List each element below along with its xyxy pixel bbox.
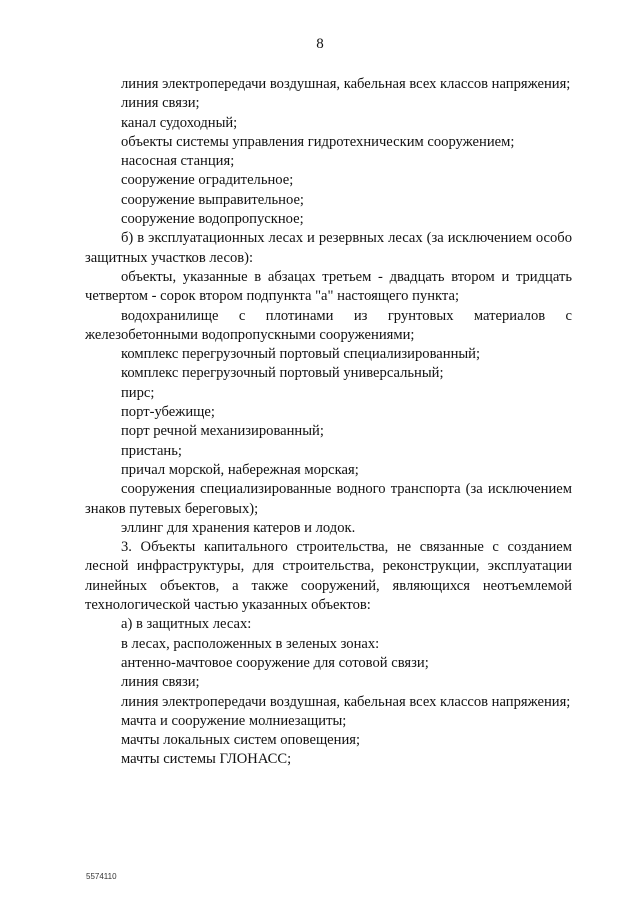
- paragraph: б) в эксплуатационных лесах и резервных лесах (за исключением особо защитных участков лесов):: [85, 230, 572, 266]
- paragraph: причал морской, набережная морская;: [121, 461, 359, 478]
- page-number: 8: [316, 36, 324, 52]
- paragraph: мачта и сооружение молниезащиты;: [121, 712, 347, 729]
- paragraph: линия электропередачи воздушная, кабельная всех классов напряжения;: [121, 693, 571, 710]
- document-code: 5574110: [86, 872, 117, 881]
- paragraph: пристань;: [121, 442, 182, 459]
- paragraph: порт речной механизированный;: [121, 423, 324, 440]
- paragraph: сооружение выправительное;: [121, 191, 304, 208]
- paragraph: сооружение оградительное;: [121, 172, 294, 189]
- paragraph: порт-убежище;: [121, 404, 215, 421]
- paragraph: насосная станция;: [121, 153, 235, 170]
- paragraph: в лесах, расположенных в зеленых зонах:: [121, 635, 380, 652]
- paragraph: объекты системы управления гидротехническим сооружением;: [121, 133, 515, 150]
- paragraph: мачты локальных систем оповещения;: [121, 732, 361, 749]
- paragraph: пирс;: [121, 384, 155, 401]
- paragraph: линия электропередачи воздушная, кабельная всех классов напряжения;: [121, 76, 571, 92]
- paragraph: водохранилище с плотинами из грунтовых материалов с железобетонными водопропускными сооружениями;: [85, 307, 572, 343]
- paragraph: объекты, указанные в абзацах третьем - двадцать втором и тридцать четвертом - сорок втором подпункта "а" настоящего пункта;: [85, 268, 572, 305]
- paragraph: комплекс перегрузочный портовый универсальный;: [121, 365, 444, 382]
- paragraph: 3. Объекты капитального строительства, не связанные с созданием лесной инфраструктуры, для строительства, реконструкции, эксплуатации линейных объектов, а также сооружений, являющихся неотъемлемой технологической частью указанных объектов:: [85, 539, 572, 614]
- paragraph: линия связи;: [121, 95, 200, 112]
- paragraph: сооружение водопропускное;: [121, 211, 304, 228]
- paragraph: сооружения специализированные водного транспорта (за исключением знаков путевых береговых);: [85, 481, 572, 517]
- paragraph: эллинг для хранения катеров и лодок.: [121, 519, 356, 536]
- paragraph: комплекс перегрузочный портовый специализированный;: [121, 346, 481, 363]
- paragraph: антенно-мачтовое сооружение для сотовой связи;: [121, 654, 429, 671]
- paragraph: а) в защитных лесах:: [121, 616, 252, 633]
- document-body: [85, 75, 572, 770]
- paragraph: мачты системы ГЛОНАСС;: [121, 751, 292, 768]
- paragraph: канал судоходный;: [121, 114, 238, 131]
- paragraph: линия связи;: [121, 674, 200, 691]
